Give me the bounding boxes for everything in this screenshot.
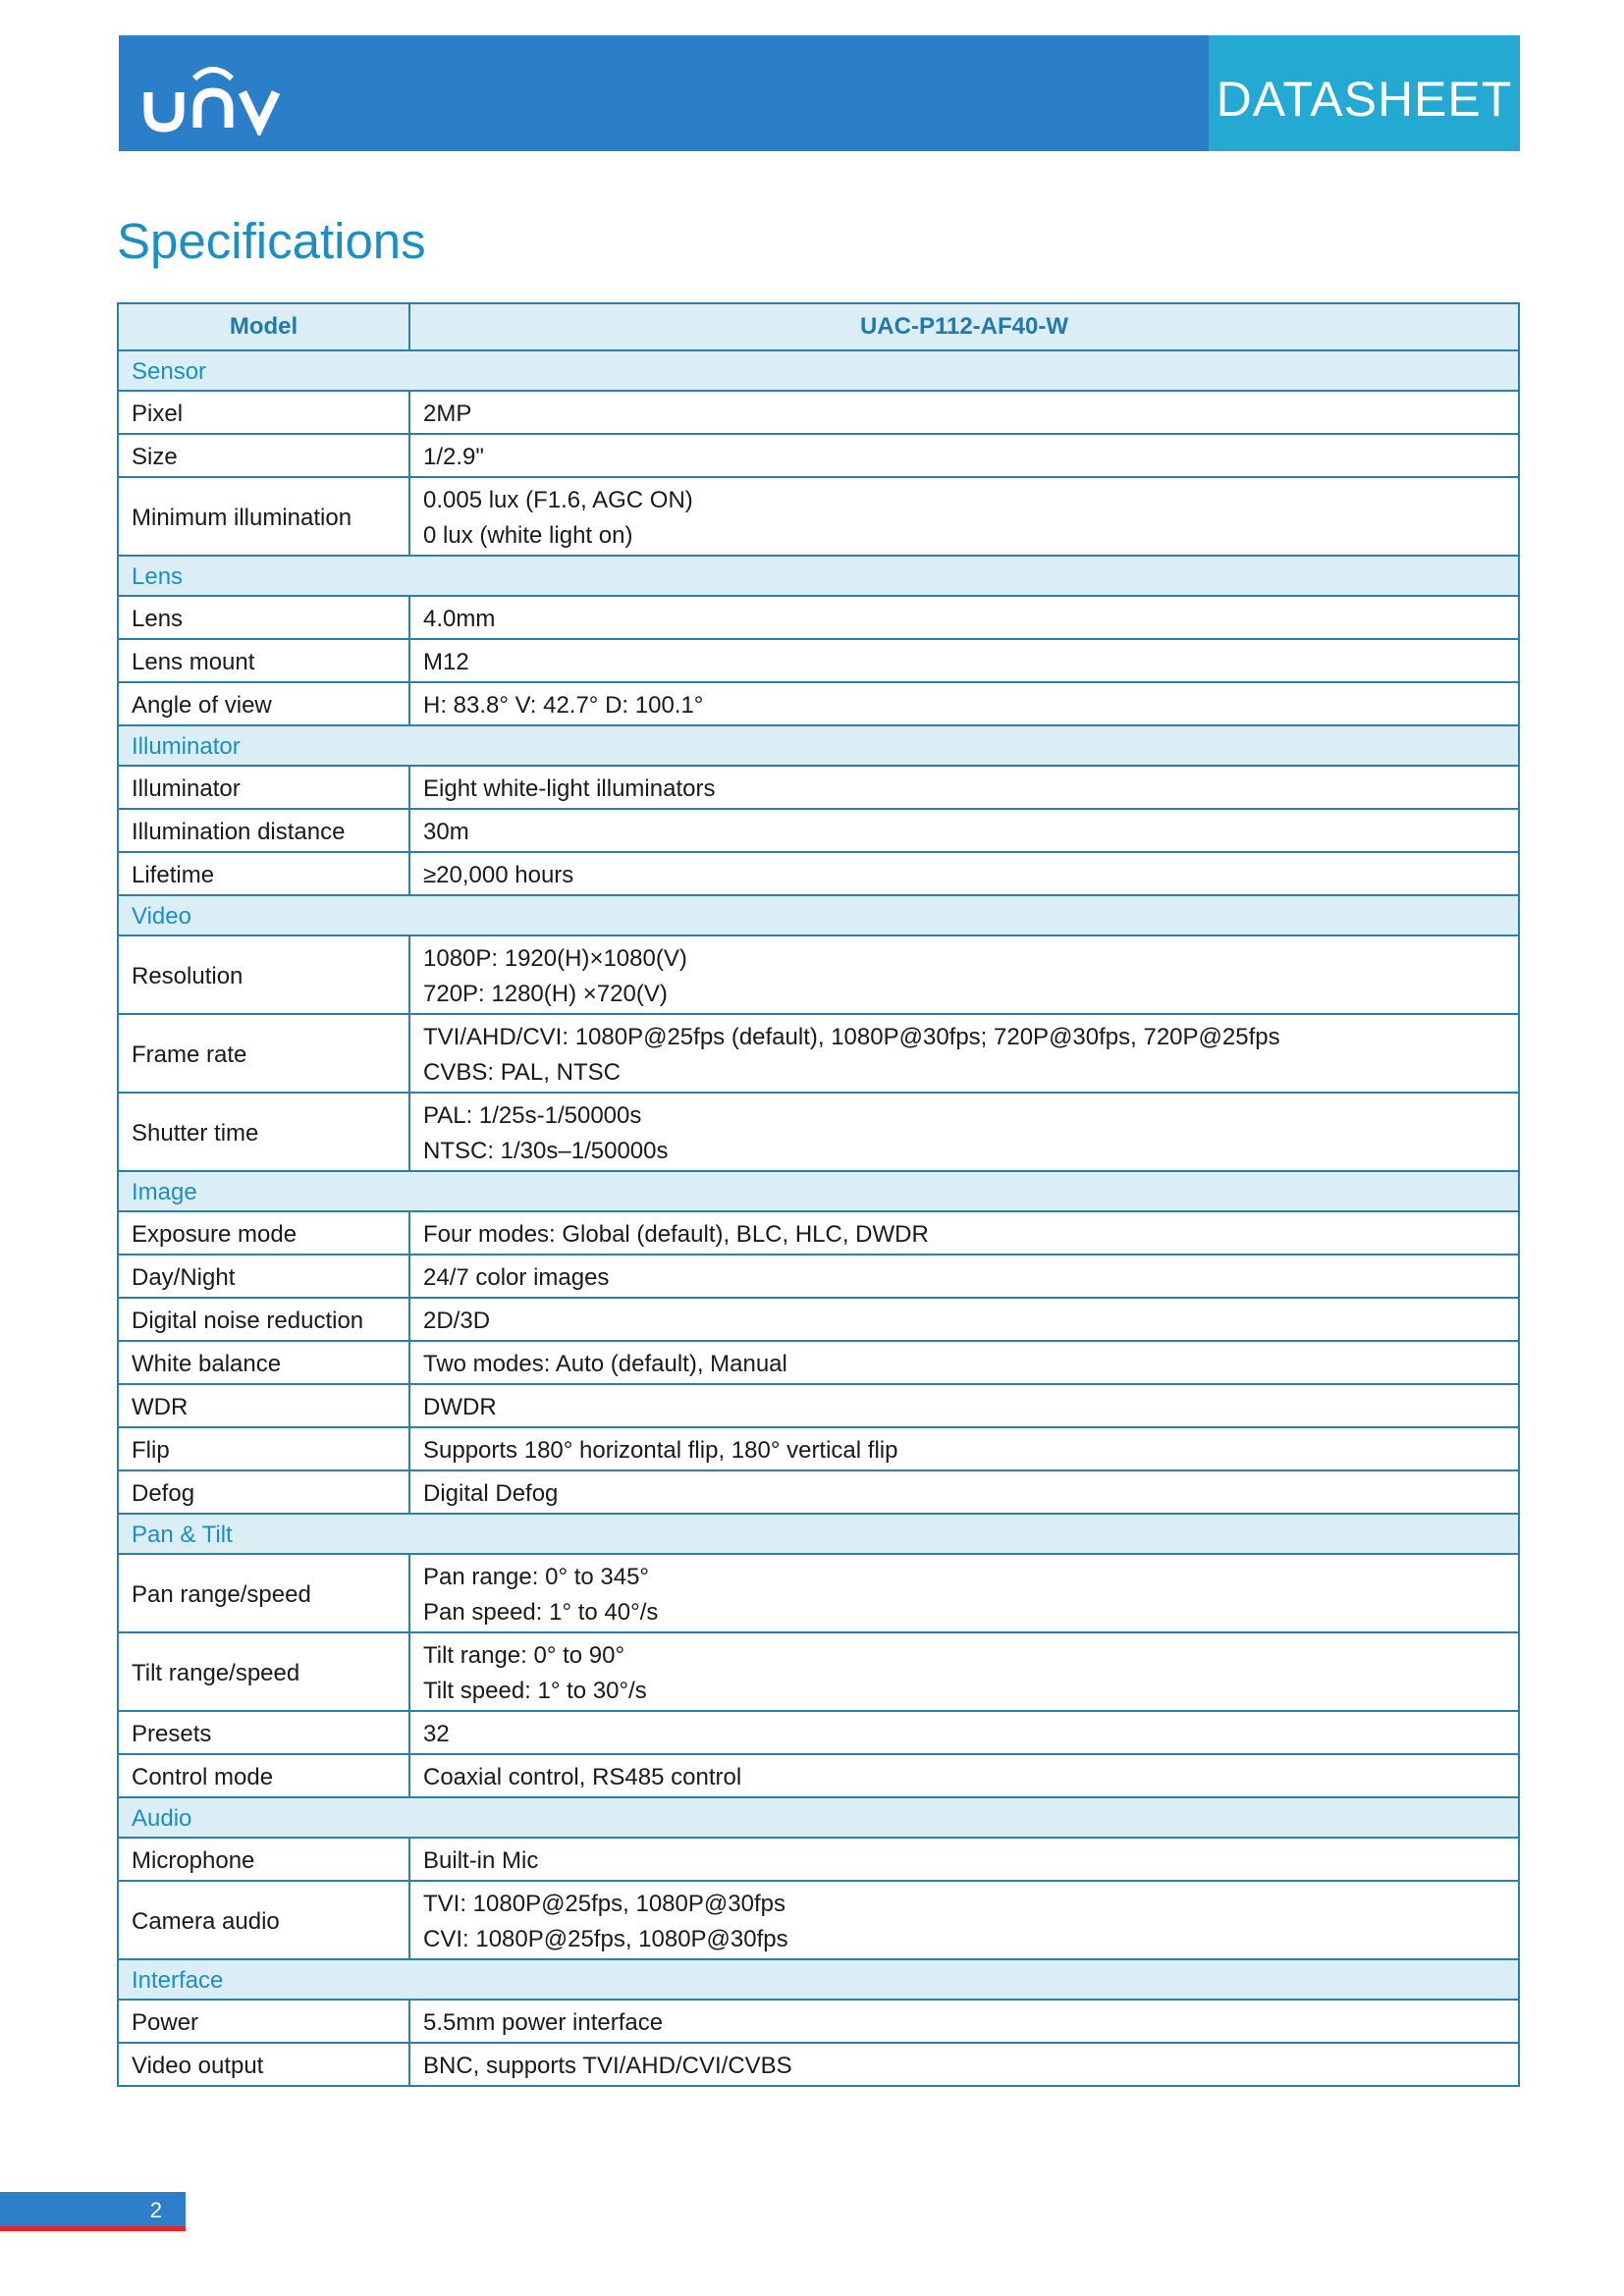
spec-value: [409, 1093, 1519, 1171]
header-banner: [119, 35, 1209, 151]
spec-value: [409, 1255, 1519, 1298]
spec-value: [409, 477, 1519, 556]
spec-value: [409, 1014, 1519, 1093]
spec-value: [409, 1211, 1519, 1255]
spec-label: Presets: [118, 1711, 409, 1754]
spec-row: [118, 1711, 1519, 1754]
spec-value: [409, 1427, 1519, 1470]
section-title: Pan & Tilt: [118, 1514, 1519, 1554]
spec-value: [409, 1632, 1519, 1711]
spec-value-line: DWDR: [423, 1394, 497, 1420]
spec-value: [409, 2043, 1519, 2086]
spec-value-line: 4.0mm: [423, 606, 496, 632]
spec-row: [118, 1298, 1519, 1341]
spec-value: [409, 1838, 1519, 1881]
spec-label: Digital noise reduction: [118, 1298, 409, 1341]
unv-logo: [140, 57, 288, 135]
spec-label: Video output: [118, 2043, 409, 2086]
spec-value-line: NTSC: 1/30s–1/50000s: [423, 1138, 669, 1164]
section-row: [118, 895, 1519, 935]
spec-row: [118, 2043, 1519, 2086]
spec-value-line: 32: [423, 1721, 450, 1747]
spec-label: Pixel: [118, 391, 409, 434]
spec-row: [118, 1754, 1519, 1797]
spec-value: [409, 766, 1519, 809]
spec-label: Illumination distance: [118, 809, 409, 852]
spec-value-line: Pan range: 0° to 345°: [423, 1564, 650, 1590]
spec-label: Lens mount: [118, 639, 409, 682]
spec-row: [118, 1211, 1519, 1255]
spec-label: Lens: [118, 596, 409, 639]
section-row: [118, 1797, 1519, 1838]
spec-value-line: 2D/3D: [423, 1308, 491, 1334]
model-header: Model: [118, 303, 409, 350]
spec-label: Minimum illumination: [118, 477, 409, 556]
spec-row: [118, 434, 1519, 477]
spec-value: [409, 1754, 1519, 1797]
spec-label: Camera audio: [118, 1881, 409, 1959]
section-row: [118, 725, 1519, 766]
spec-row: [118, 1554, 1519, 1632]
spec-label: Flip: [118, 1427, 409, 1470]
spec-row: [118, 935, 1519, 1014]
spec-row: [118, 391, 1519, 434]
spec-value: [409, 1470, 1519, 1514]
spec-value-line: Coaxial control, RS485 control: [423, 1764, 742, 1790]
section-title: Illuminator: [118, 725, 1519, 766]
spec-label: Day/Night: [118, 1255, 409, 1298]
spec-row: [118, 1881, 1519, 1959]
spec-value-line: 720P: 1280(H) ×720(V): [423, 981, 668, 1007]
specifications-table: [117, 302, 1520, 2087]
spec-value-line: Pan speed: 1° to 40°/s: [423, 1599, 659, 1626]
spec-value: [409, 1384, 1519, 1427]
section-row: [118, 1171, 1519, 1211]
spec-row: [118, 809, 1519, 852]
spec-label: Frame rate: [118, 1014, 409, 1093]
spec-row: [118, 596, 1519, 639]
page-number: 2: [0, 2192, 186, 2231]
section-title: Interface: [118, 1959, 1519, 2000]
spec-value: [409, 809, 1519, 852]
spec-row: [118, 1093, 1519, 1171]
spec-row: [118, 682, 1519, 725]
spec-label: Defog: [118, 1470, 409, 1514]
spec-value-line: CVI: 1080P@25fps, 1080P@30fps: [423, 1926, 788, 1952]
spec-label: Control mode: [118, 1754, 409, 1797]
spec-value-line: 0.005 lux (F1.6, AGC ON): [423, 487, 693, 513]
spec-value: [409, 1711, 1519, 1754]
spec-row: [118, 1427, 1519, 1470]
spec-value-line: Two modes: Auto (default), Manual: [423, 1351, 787, 1377]
spec-value-line: 2MP: [423, 400, 472, 427]
section-title: Image: [118, 1171, 1519, 1211]
spec-value-line: Built-in Mic: [423, 1847, 539, 1874]
model-number-header: UAC-P112-AF40-W: [409, 303, 1519, 350]
spec-label: Lifetime: [118, 852, 409, 895]
spec-row: [118, 1632, 1519, 1711]
spec-row: [118, 1341, 1519, 1384]
datasheet-label: DATASHEET: [1209, 35, 1520, 151]
spec-value: [409, 2000, 1519, 2043]
spec-row: [118, 766, 1519, 809]
spec-value-line: 0 lux (white light on): [423, 522, 633, 549]
spec-value: [409, 852, 1519, 895]
table-header-row: [118, 303, 1519, 350]
spec-label: Shutter time: [118, 1093, 409, 1171]
spec-label: White balance: [118, 1341, 409, 1384]
spec-label: Resolution: [118, 935, 409, 1014]
spec-label: Exposure mode: [118, 1211, 409, 1255]
page-title: Specifications: [117, 213, 426, 269]
spec-value-line: Eight white-light illuminators: [423, 775, 716, 802]
spec-label: Illuminator: [118, 766, 409, 809]
spec-row: [118, 1838, 1519, 1881]
spec-value-line: ≥20,000 hours: [423, 862, 574, 888]
spec-row: [118, 2000, 1519, 2043]
spec-value: [409, 434, 1519, 477]
spec-label: WDR: [118, 1384, 409, 1427]
spec-value: [409, 1298, 1519, 1341]
spec-value-line: Digital Defog: [423, 1480, 559, 1507]
spec-value: [409, 1554, 1519, 1632]
spec-label: Microphone: [118, 1838, 409, 1881]
spec-value: [409, 935, 1519, 1014]
spec-value-line: BNC, supports TVI/AHD/CVI/CVBS: [423, 2053, 792, 2079]
spec-value-line: 1080P: 1920(H)×1080(V): [423, 945, 687, 972]
spec-value-line: 24/7 color images: [423, 1264, 610, 1291]
spec-value-line: CVBS: PAL, NTSC: [423, 1059, 621, 1086]
spec-value-line: Four modes: Global (default), BLC, HLC, DWDR: [423, 1221, 929, 1248]
spec-value-line: PAL: 1/25s-1/50000s: [423, 1102, 642, 1129]
spec-row: [118, 1255, 1519, 1298]
spec-value: [409, 639, 1519, 682]
spec-row: [118, 1470, 1519, 1514]
spec-value: [409, 391, 1519, 434]
spec-value-line: 30m: [423, 819, 469, 845]
section-row: [118, 556, 1519, 596]
page-header: [119, 35, 1520, 151]
spec-value-line: Supports 180° horizontal flip, 180° vertical flip: [423, 1437, 898, 1464]
spec-value-line: Tilt range: 0° to 90°: [423, 1642, 625, 1669]
spec-label: Size: [118, 434, 409, 477]
spec-row: [118, 1014, 1519, 1093]
section-row: [118, 1514, 1519, 1554]
section-title: Audio: [118, 1797, 1519, 1838]
spec-label: Tilt range/speed: [118, 1632, 409, 1711]
spec-label: Angle of view: [118, 682, 409, 725]
spec-row: [118, 477, 1519, 556]
spec-value: [409, 596, 1519, 639]
spec-value-line: TVI: 1080P@25fps, 1080P@30fps: [423, 1891, 785, 1917]
section-row: [118, 350, 1519, 391]
spec-value: [409, 682, 1519, 725]
section-row: [118, 1959, 1519, 2000]
spec-value-line: 5.5mm power interface: [423, 2009, 664, 2036]
spec-value-line: TVI/AHD/CVI: 1080P@25fps (default), 1080P@30fps; 720P@30fps, 720P@25fps: [423, 1024, 1280, 1050]
spec-row: [118, 852, 1519, 895]
section-title: Lens: [118, 556, 1519, 596]
spec-row: [118, 1384, 1519, 1427]
spec-value: [409, 1341, 1519, 1384]
spec-value-line: H: 83.8° V: 42.7° D: 100.1°: [423, 692, 704, 719]
spec-label: Power: [118, 2000, 409, 2043]
section-title: Video: [118, 895, 1519, 935]
spec-label: Pan range/speed: [118, 1554, 409, 1632]
spec-value-line: Tilt speed: 1° to 30°/s: [423, 1678, 647, 1704]
spec-value-line: 1/2.9": [423, 444, 484, 470]
spec-value: [409, 1881, 1519, 1959]
section-title: Sensor: [118, 350, 1519, 391]
spec-row: [118, 639, 1519, 682]
spec-value-line: M12: [423, 649, 469, 675]
